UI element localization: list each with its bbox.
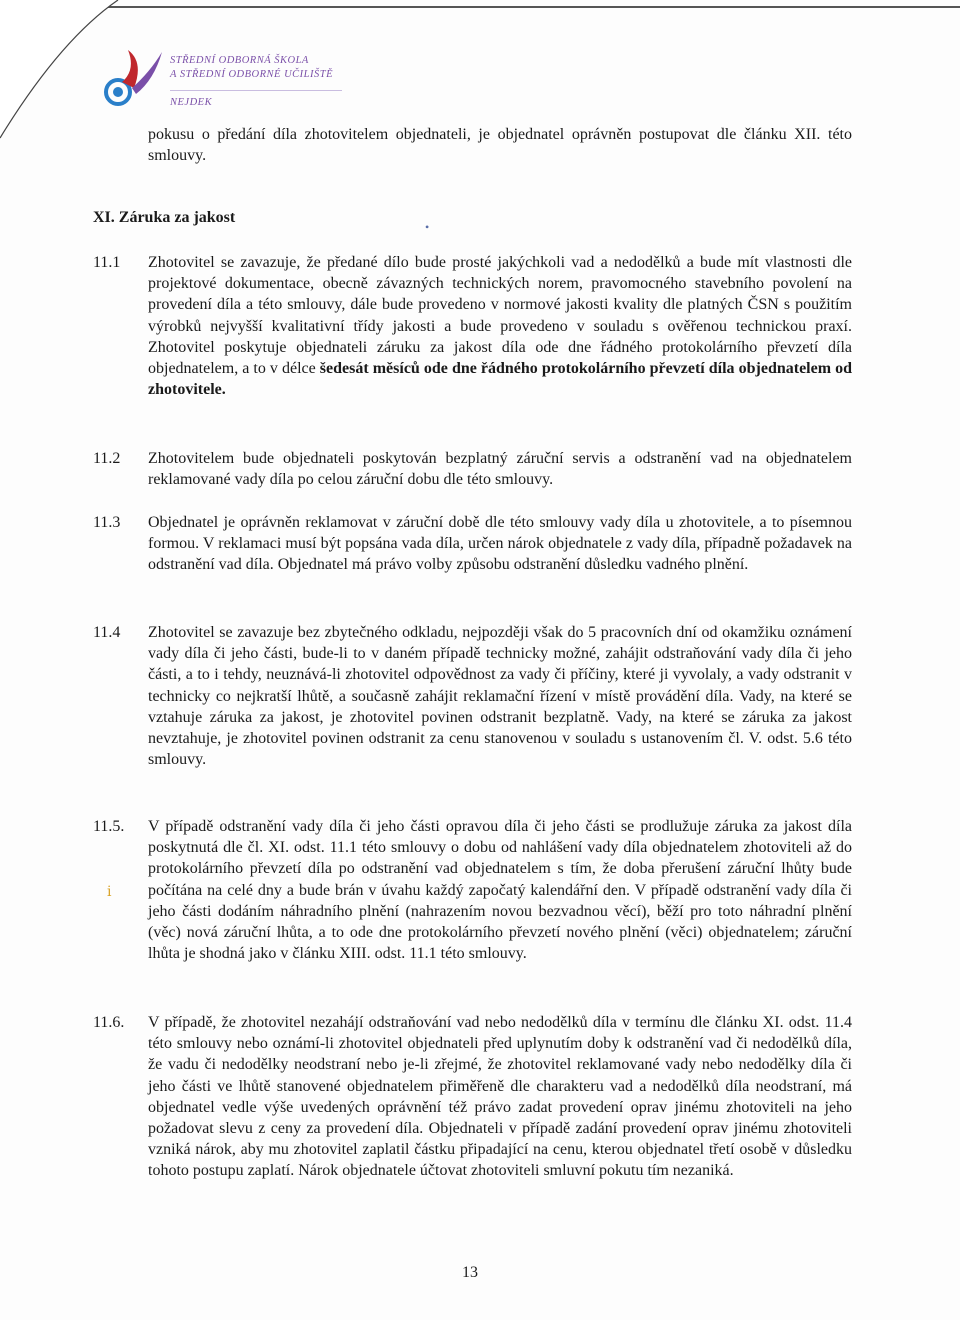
page-number: 13 <box>462 1264 478 1281</box>
paragraph-11-2: Zhotovitelem bude objednateli poskytován bezplatný záruční servis a odstranění vad na objednatelem reklamované vady díla po celou záruční dobu dle této smlouvy. <box>148 450 852 489</box>
paragraph-11-3: Objednatel je oprávněn reklamovat v záruční době dle této smlouvy vady díla u zhotovitele, a to písemnou formou. V reklamaci musí být popsána vada díla, určen nárok objednatele z vady díla, případně požadavek na odstranění vad díla. Objednatel má právo volby způsobu odstranění důsledku vadného plnění. <box>148 514 852 574</box>
school-logo <box>88 42 378 122</box>
paragraph-11-4: Zhotovitel se zavazuje bez zbytečného odkladu, nejpozději však do 5 pracovních dní od okamžiku oznámení vady díla či jeho části, bude-li to v daném případě technicky možné, zahájit odstraňování vady díla či jeho části, a to i tehdy, neuznává-li zhotovitel odpovědnost za vady či příčiny, které ji vyvolaly, a vady odstranit v technicky co nejkratší lhůtě, a současně zahájit reklamační řízení v místě provádění díla. Vady, na které se vztahuje záruka za jakost, je zhotovitel povinen odstranit bezplatně. Vady, na které se záruka za jakost nevztahuje, je zhotovitel povinen odstranit za cenu stanovenou v souladu s ustanovením čl. V. odst. 5.6 této smlouvy. <box>148 624 852 769</box>
school-logo-icon <box>88 42 170 122</box>
paragraph-number: 11.6. <box>93 1014 125 1031</box>
section-heading: XI. Záruka za jakost <box>93 209 236 226</box>
scan-dot: • <box>425 220 430 234</box>
paragraph-number: 11.2 <box>93 450 121 467</box>
logo-text-line-2: A STŘEDNÍ ODBORNÉ UČILIŠTĚ <box>170 69 334 80</box>
paragraph-text: Zhotovitel se zavazuje, že předané dílo bude prosté jakýchkoli vad a nedodělků a bude mít vlastnosti dle projektové dokumentace, obecně závazných technických norem, pravomocného stavebního povolení na provedení díla a této smlouvy, dále bude provedeno v normové jakosti kvality dle platných ČSN s použitím výrobků nejvyšší kvalitativní třídy jakosti a bude provedeno v souladu s ověřenou technickou praxí. Zhotovitel poskytuje objednateli záruku za jakost díla ode dne řádného protokolárního převzetí díla objednatelem, a to v délce <box>148 254 852 378</box>
paragraph-number: 11.4 <box>93 624 121 641</box>
paragraph-11-5: V případě odstranění vady díla či jeho části opravou díla či jeho části se prodlužuje záruka za jakost díla poskytnutá dle čl. XI. odst. 11.1 této smlouvy o dobu od nahlášení vady díla objednatelem zhotoviteli až do protokolárního převzetí díla po odstranění vad objednatelem s tím, že doba přerušení záruční lhůty bude počítána na celé dny a bude brán v úvahu každý započatý kalendářní den. V případě odstranění vady díla či jeho části dodáním náhradního plnění (nahrazením novou bezvadnou věcí), běží pro toto náhradní plnění (věc) nová záruční lhůta, a to ode dne protokolárního převzetí nového plnění (věci) objednatelem; záruční lhůta je shodná jako v článku XIII. odst. 11.1 této smlouvy. <box>148 818 852 963</box>
top-scan-edge <box>0 6 960 8</box>
continuation-paragraph: pokusu o předání díla zhotovitelem objednateli, je objednatel oprávněn postupovat dle článku XII. této smlouvy. <box>148 126 852 165</box>
logo-text-line-1: STŘEDNÍ ODBORNÁ ŠKOLA <box>170 55 309 66</box>
paragraph-number: 11.3 <box>93 514 121 531</box>
logo-text-line-3: NEJDEK <box>170 97 213 108</box>
paragraph-11-6: V případě, že zhotovitel nezahájí odstraňování vad nebo nedodělků díla v termínu dle článku XI. odst. 11.4 této smlouvy nebo oznámí-li zhotovitel objednateli před uplynutím doby k odstranění vad či nedodělků díla, že vadu či nedodělky neodstraní nebo je-li zřejmé, že zhotovitel reklamované vady nebo nedodělky díla či jeho části ve lhůtě stanovené objednatelem přiměřeně dle charakteru vad a nedodělků díla neodstraní, má objednatel vedle výše uvedených oprávnění též právo zadat provedení oprav jinému zhotoviteli na jeho požadovat slevu z ceny za provedení díla. Objednateli v případě zadání provedení oprav jinému zhotoviteli vzniká nárok, aby mu zhotovitel zaplatil částku připadající na cenu, kterou objednatel třetí osobě v důsledku tohoto postupu zaplatí. Nárok objednatele účtovat zhotoviteli smluvní pokutu tím nezaniká. <box>148 1014 852 1180</box>
margin-annotation: ⅰ <box>107 885 112 900</box>
paragraph-number: 11.5. <box>93 818 125 835</box>
paragraph-number: 11.1 <box>93 254 121 271</box>
paragraph-bold-text: šedesát měsíců ode dne řádného protokolárního převzetí díla objednatelem od zhotovitele. <box>148 360 853 399</box>
logo-divider <box>170 90 342 91</box>
paragraph-11-1 <box>148 252 852 400</box>
